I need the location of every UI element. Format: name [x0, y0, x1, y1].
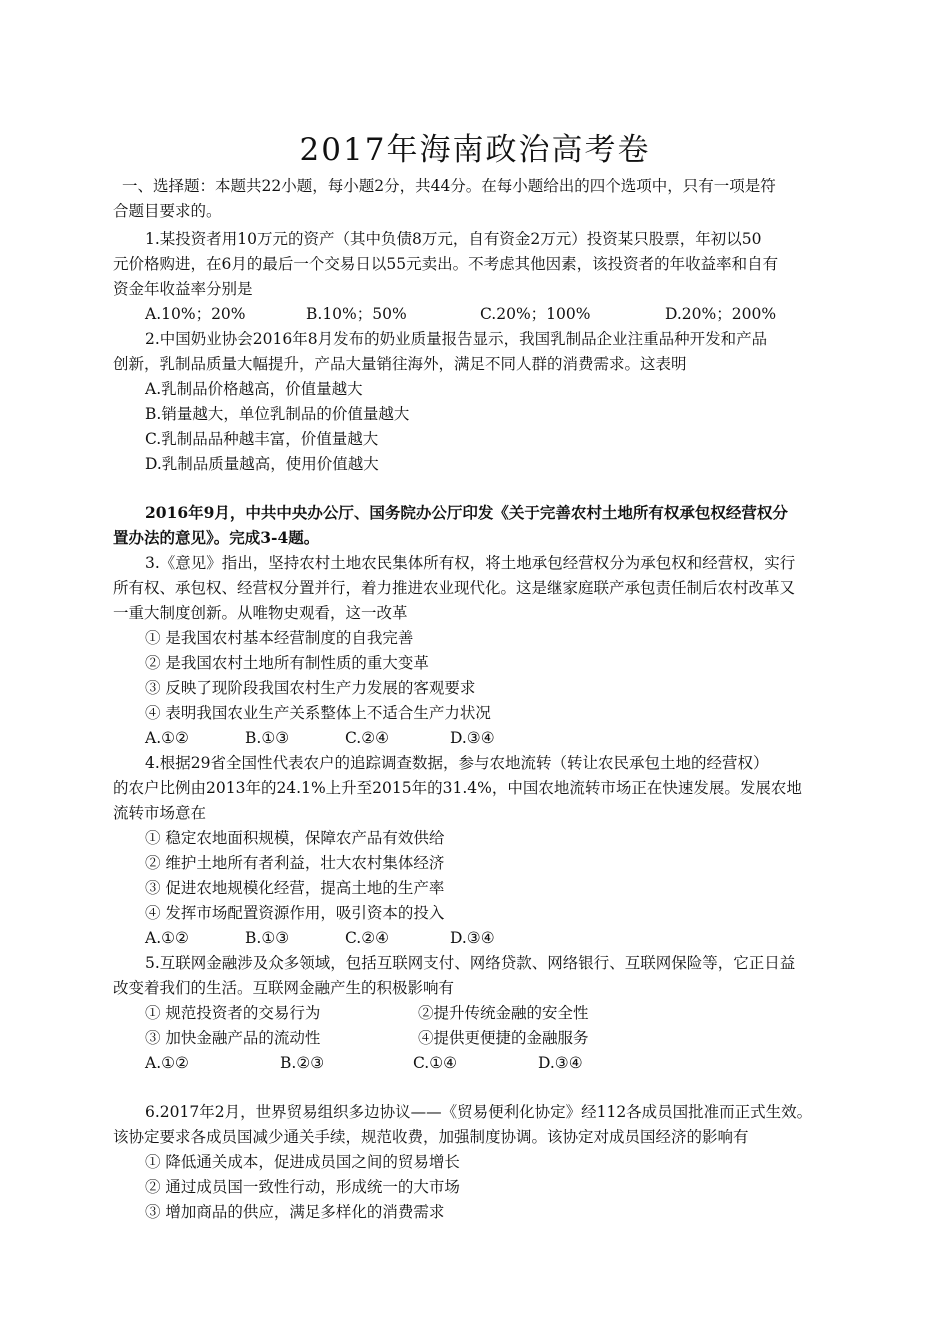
q6-stem-line-1: 6.2017年2月，世界贸易组织多边协议——《贸易便利化协定》经112各成员国批准而正式生效。 [145, 1103, 813, 1121]
q3-item-2: ② 是我国农村土地所有制性质的重大变革 [145, 654, 429, 672]
q1-stem-line-2: 元价格购进，在6月的最后一个交易日以55元卖出。不考虑其他因素，该投资者的年收益率和自有 [113, 255, 779, 273]
q3-item-1: ① 是我国农村基本经营制度的自我完善 [145, 629, 414, 647]
q3-option-c[interactable]: C.②④ [345, 729, 390, 747]
q5-stem-line-1: 5.互联网金融涉及众多领域，包括互联网支付、网络贷款、网络银行、互联网保险等，它正日益 [145, 954, 796, 972]
q3-option-a[interactable]: A.①② [145, 729, 189, 747]
q4-stem-line-2: 的农户比例由2013年的24.1%上升至2015年的31.4%，中国农地流转市场正在快速发展。发展农地 [113, 779, 802, 797]
q1-option-d[interactable]: D.20%；200% [665, 305, 777, 323]
q1-stem-line-1: 1.某投资者用10万元的资产（其中负债8万元，自有资金2万元）投资某只股票，年初以50 [145, 230, 762, 248]
q1-stem-line-3: 资金年收益率分别是 [113, 280, 253, 298]
q3-stem-line-2: 所有权、承包权、经营权分置并行，着力推进农业现代化。这是继家庭联产承包责任制后农村改革又 [113, 579, 796, 597]
q6-item-2: ② 通过成员国一致性行动，形成统一的大市场 [145, 1178, 460, 1196]
q5-option-b[interactable]: B.②③ [280, 1054, 325, 1072]
q5-item-4: ④提供更便捷的金融服务 [418, 1029, 589, 1047]
q5-option-d[interactable]: D.③④ [538, 1054, 583, 1072]
q2-stem-line-2: 创新，乳制品质量大幅提升，产品大量销往海外，满足不同人群的消费需求。这表明 [113, 355, 687, 373]
q3-stem-line-1: 3.《意见》指出，坚持农村土地农民集体所有权，将土地承包经营权分为承包权和经营权，实行 [145, 554, 796, 572]
q4-option-d[interactable]: D.③④ [450, 929, 495, 947]
q5-item-2: ②提升传统金融的安全性 [418, 1004, 589, 1022]
q4-stem-line-1: 4.根据29省全国性代表农户的追踪调查数据，参与农地流转（转让农民承包土地的经营权） [145, 754, 769, 772]
q4-item-1: ① 稳定农地面积规模，保障农产品有效供给 [145, 829, 445, 847]
q4-item-4: ④ 发挥市场配置资源作用，吸引资本的投入 [145, 904, 445, 922]
q2-stem-line-1: 2.中国奶业协会2016年8月发布的奶业质量报告显示，我国乳制品企业注重品种开发和产品 [145, 330, 768, 348]
q3-stem-line-3: 一重大制度创新。从唯物史观看，这一改革 [113, 604, 408, 622]
q6-stem-line-2: 该协定要求各成员国减少通关手续，规范收费，加强制度协调。该协定对成员国经济的影响有 [113, 1128, 749, 1146]
q4-stem-line-3: 流转市场意在 [113, 804, 207, 822]
page-title: 2017年海南政治高考卷 [299, 132, 651, 168]
q1-option-a[interactable]: A.10%；20% [145, 305, 246, 323]
q4-item-2: ② 维护土地所有者利益，壮大农村集体经济 [145, 854, 445, 872]
q4-option-b[interactable]: B.①③ [245, 929, 290, 947]
q6-item-3: ③ 增加商品的供应，满足多样化的消费需求 [145, 1203, 445, 1221]
q4-option-a[interactable]: A.①② [145, 929, 189, 947]
q5-item-1: ① 规范投资者的交易行为 [145, 1004, 321, 1022]
q5-option-a[interactable]: A.①② [145, 1054, 189, 1072]
q2-option-a[interactable]: A.乳制品价格越高，价值量越大 [145, 380, 363, 398]
q3-item-3: ③ 反映了现阶段我国农村生产力发展的客观要求 [145, 679, 476, 697]
q1-option-b[interactable]: B.10%；50% [306, 305, 407, 323]
material-line-1: 2016年9月，中共中央办公厅、国务院办公厅印发《关于完善农村土地所有权承包权经营权分 [145, 503, 788, 522]
q6-item-1: ① 降低通关成本，促进成员国之间的贸易增长 [145, 1153, 460, 1171]
q5-item-3: ③ 加快金融产品的流动性 [145, 1029, 321, 1047]
q5-stem-line-2: 改变着我们的生活。互联网金融产生的积极影响有 [113, 979, 455, 997]
q3-item-4: ④ 表明我国农业生产关系整体上不适合生产力状况 [145, 704, 491, 722]
q1-option-c[interactable]: C.20%；100% [480, 305, 591, 323]
q2-option-c[interactable]: C.乳制品品种越丰富，价值量越大 [145, 430, 379, 448]
section-intro-line-2: 合题目要求的。 [113, 202, 222, 220]
q2-option-d[interactable]: D.乳制品质量越高，使用价值越大 [145, 455, 379, 473]
q2-option-b[interactable]: B.销量越大，单位乳制品的价值量越大 [145, 405, 410, 423]
q4-option-c[interactable]: C.②④ [345, 929, 390, 947]
q5-option-c[interactable]: C.①④ [413, 1054, 458, 1072]
material-line-2: 置办法的意见》。完成3-4题。 [113, 528, 320, 547]
q3-option-b[interactable]: B.①③ [245, 729, 290, 747]
q4-item-3: ③ 促进农地规模化经营，提高土地的生产率 [145, 879, 445, 897]
q3-option-d[interactable]: D.③④ [450, 729, 495, 747]
section-intro-line-1: 一、选择题：本题共22小题，每小题2分，共44分。在每小题给出的四个选项中，只有一项是符 [122, 177, 776, 195]
